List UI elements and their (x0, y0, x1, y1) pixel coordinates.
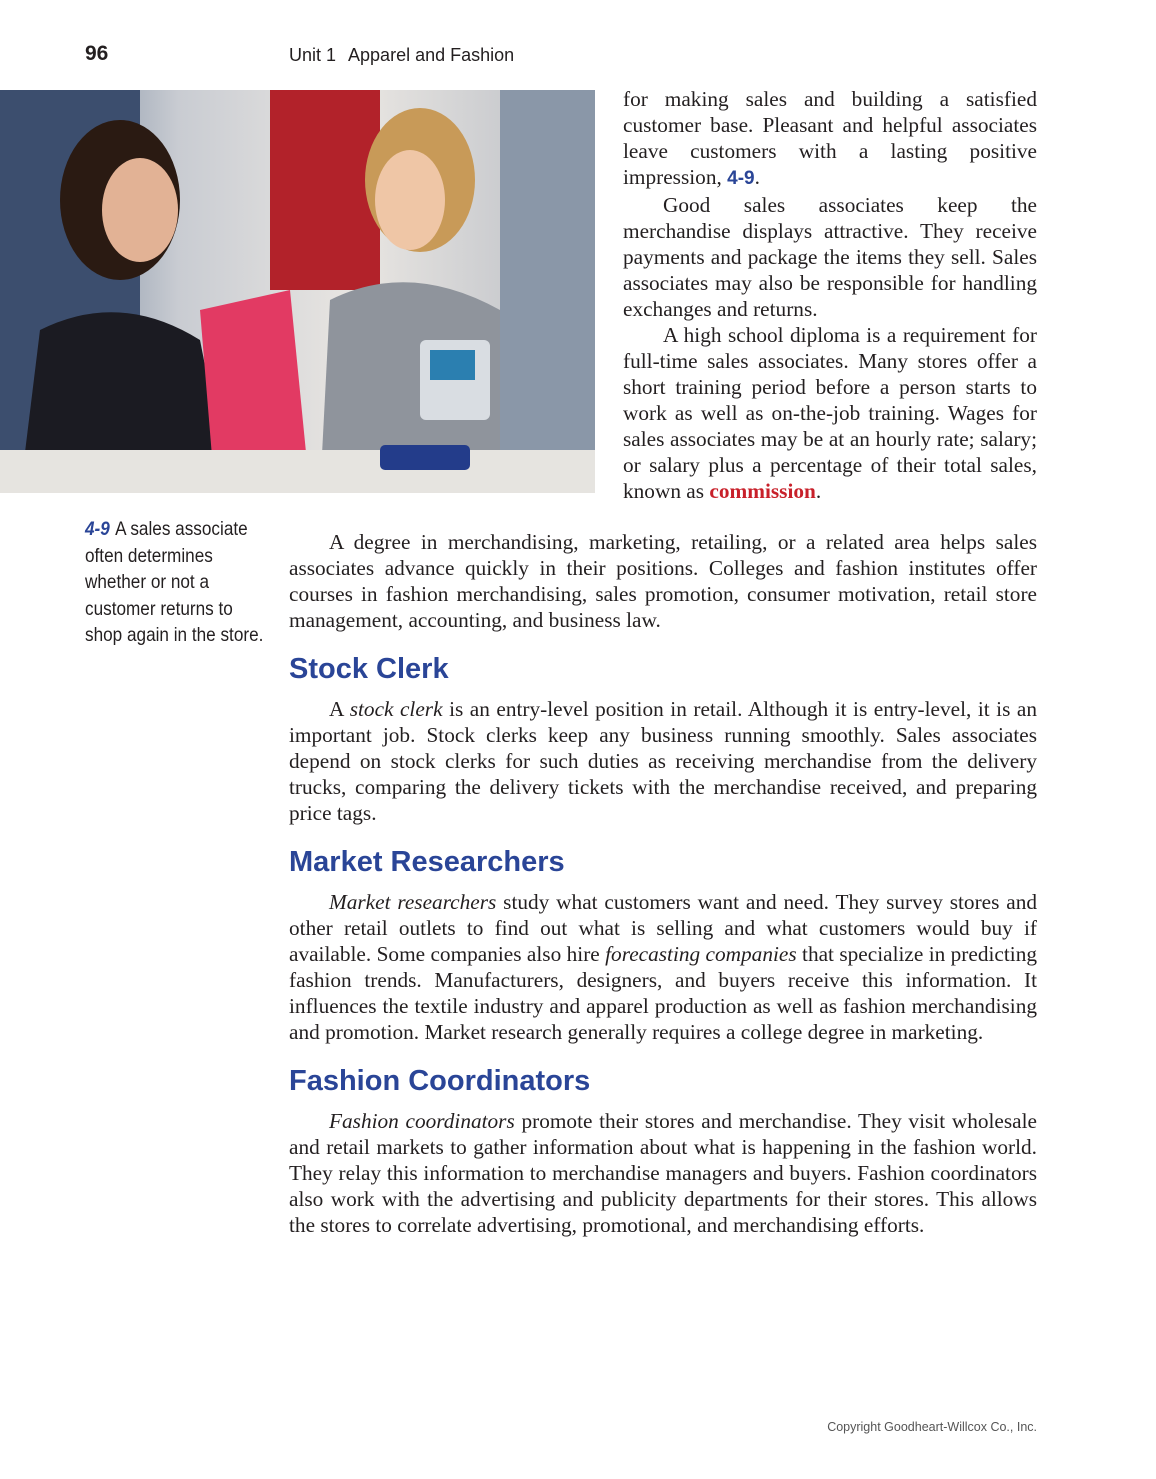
unit-title: Apparel and Fashion (348, 45, 515, 65)
text: for making sales and building a satisfied customer base. Pleasant and helpful associates leave customers with a lasting positive impression, (623, 87, 1037, 189)
figure-label: 4-9 (85, 518, 110, 540)
text: promote their stores and merchandise. They visit wholesale and retail markets to gather information about what is happening in the fashion world. They relay this information to merchandise managers and buyers. Fashion coordinators also work with the advertising and publicity departments for their stores. This allows the stores to correlate advertising, promotional, and merchandising efforts. (289, 1109, 1037, 1237)
paragraph (289, 696, 1037, 826)
paragraph: A degree in merchandising, marketing, retailing, or a related area helps sales associates advance quickly in their positions. Colleges and fashion institutes offer courses in fashion merchandising, sales promotion, consumer motivation, retail store management, accounting, and business law. (289, 530, 1037, 632)
text: . (754, 165, 760, 189)
text: is an entry-level position in retail. Although it is entry-level, it is an important job. Stock clerks keep any business running smoothly. Sales associates depend on stock clerks for such duties as receiving merchandise from the delivery trucks, comparing the delivery tickets with the merchandise received, and preparing price tags. (289, 697, 1037, 825)
term: forecasting companies (605, 942, 797, 966)
running-header (289, 45, 526, 66)
term: Market researchers (329, 890, 497, 914)
figure-caption (85, 516, 274, 649)
right-column (623, 86, 1037, 504)
section-heading: Market Researchers (289, 846, 565, 878)
paragraph (623, 86, 1037, 192)
text: . (815, 479, 822, 503)
text: that specialize in predicting fashion trends. Manufacturers, designers, and buyers receive this information. It influences the textile industry and apparel production as well as fashion merchandising and promotion. Market research generally requires a college degree in marketing. (289, 942, 1037, 1044)
paragraph (289, 889, 1037, 1045)
text: A high school diploma is a requirement for full-time sales associates. Many stores offer a short training period before a person starts to work as well as on-the-job training. Wages for sales associates may be at an hourly rate; salary; or salary plus a percentage of their total sales, known as (623, 323, 1037, 503)
paragraph (623, 322, 1037, 504)
unit-label: Unit 1 (289, 45, 337, 65)
term: stock clerk (349, 697, 443, 721)
figure-reference-link[interactable]: 4-9 (727, 168, 755, 189)
paragraph (289, 1108, 1037, 1238)
key-term-commission: commission (709, 479, 816, 503)
copyright-notice: Copyright Goodheart-Willcox Co., Inc. (827, 1420, 1037, 1434)
paragraph: Good sales associates keep the merchandise displays attractive. They receive payments and package the items they sell. Sales associates may also be responsible for handling exchanges and returns. (623, 193, 1037, 321)
page-number: 96 (85, 42, 109, 65)
sales-associate-photo (0, 90, 595, 493)
section-heading: Stock Clerk (289, 653, 449, 685)
caption-text: A sales associate often determines whether or not a customer returns to shop again in the store. (85, 518, 264, 646)
term: Fashion coordinators (329, 1109, 515, 1133)
text: A (329, 697, 350, 721)
section-heading: Fashion Coordinators (289, 1065, 591, 1097)
main-column (289, 529, 1037, 1238)
text: study what customers want and need. They survey stores and other retail outlets to find out what is selling and what customers would buy if available. Some companies also hire (289, 890, 1038, 966)
